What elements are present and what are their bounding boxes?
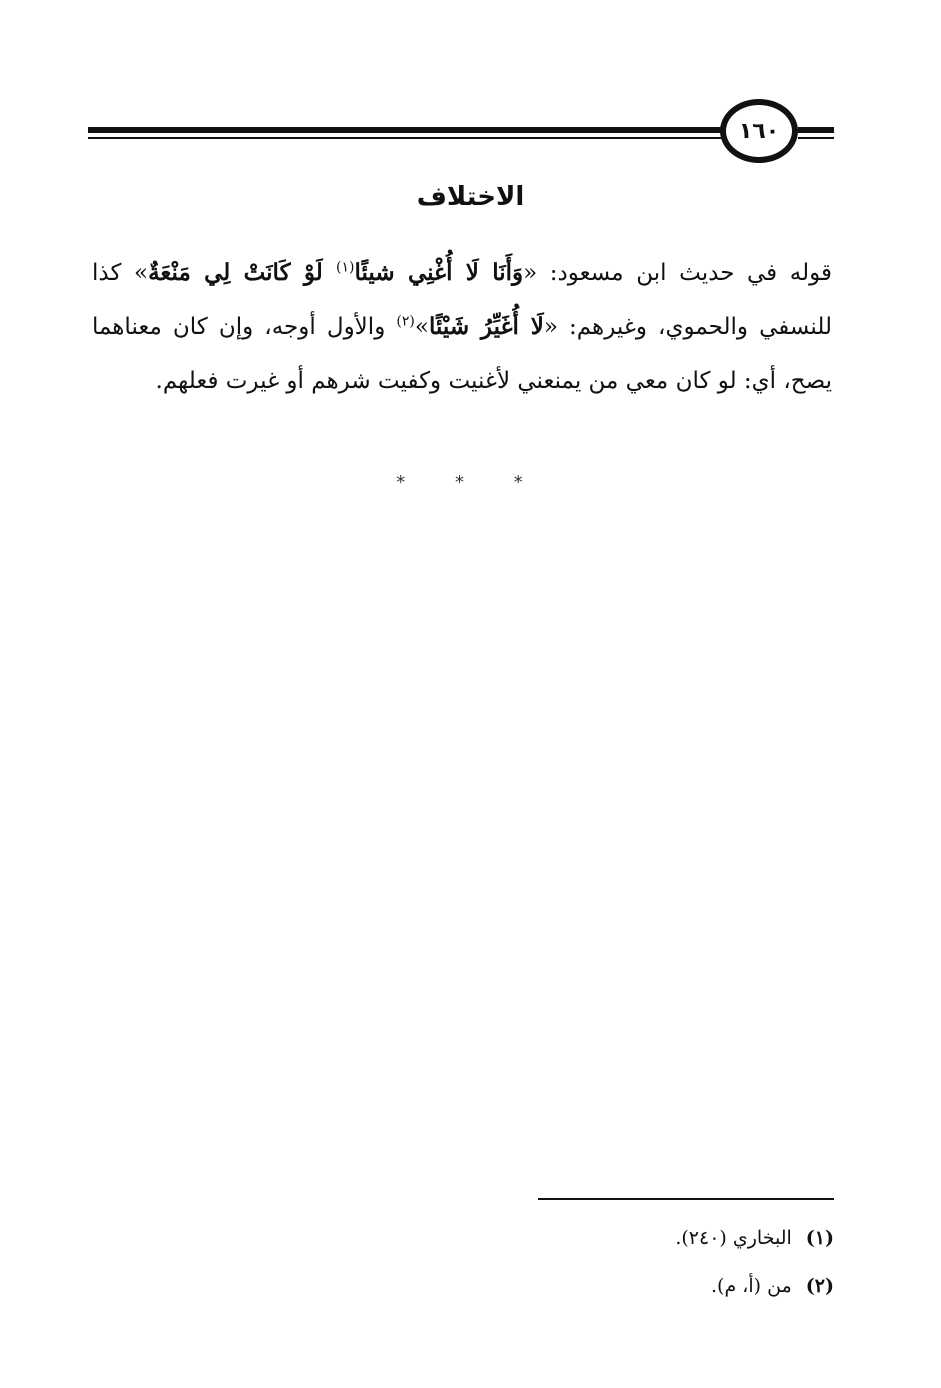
body-paragraph — [92, 246, 832, 408]
header-rule-thick — [88, 127, 730, 133]
header-rule-right-thick — [798, 127, 834, 133]
paragraph-1 — [92, 246, 832, 408]
page-number: ١٦٠ — [738, 118, 780, 144]
section-heading: الاختلاف — [416, 182, 525, 212]
header-rule-right-thin — [798, 137, 834, 139]
footnotes — [440, 1214, 834, 1310]
footnote-text: البخاري (٢٤٠). — [675, 1227, 792, 1249]
footnote-ref-1: (١) — [336, 259, 355, 276]
footnote-rule — [538, 1198, 834, 1200]
page-number-badge — [720, 99, 798, 163]
footnote-number: (١) — [805, 1227, 834, 1249]
body-text-segment: » كذا للنسفي والحموي، وغيرهم: « — [92, 260, 832, 340]
footnote-number: (٢) — [805, 1275, 834, 1297]
body-text-segment: قوله في حديث ابن مسعود: « — [523, 260, 833, 286]
footnote-text: من (أ، م). — [711, 1275, 792, 1297]
header-rule-thin — [88, 137, 730, 139]
hadith-quote: وَأَنَا لَا أُغْنِي شيئًا — [354, 259, 524, 286]
variant-quote: لَا أُغَيِّرُ شَيْئًا — [428, 313, 544, 340]
footnote-item — [440, 1262, 834, 1310]
hadith-quote: لَوْ كَانَتْ لِي مَنْعَةٌ — [148, 259, 337, 286]
footnote-ref-2: (٢) — [396, 313, 415, 330]
footnote-item — [440, 1214, 834, 1262]
body-text-segment: والأول أوجه، وإن كان معناهما يصح، أي: لو كان معي من يمنعني لأغنيت وكفيت شرهم أو غيرت فعلهم. — [92, 314, 832, 394]
body-text-segment: » — [414, 314, 429, 340]
section-separator: * * * — [396, 472, 545, 493]
